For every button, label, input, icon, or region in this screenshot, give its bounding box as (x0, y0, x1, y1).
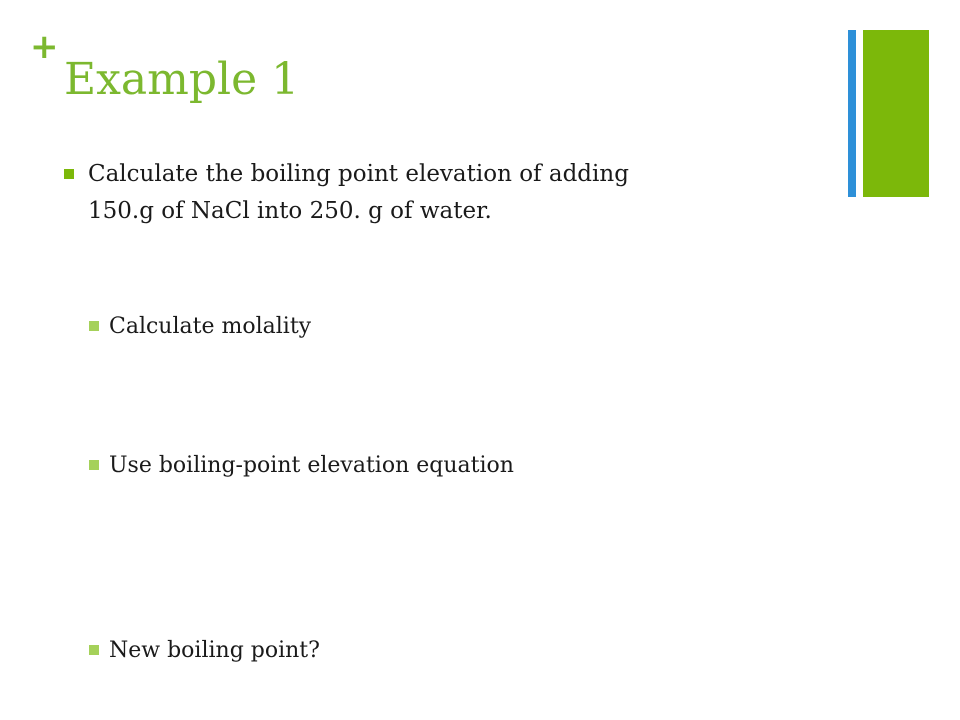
plus-icon: + (30, 27, 59, 67)
accent-bar-blue (848, 30, 856, 197)
sub-bullet-calculate-molality: Calculate molality (109, 314, 312, 339)
square-bullet-icon (89, 460, 99, 470)
sub-bullet-new-boiling-point: New boiling point? (109, 638, 320, 663)
square-bullet-icon (89, 645, 99, 655)
square-bullet-icon (89, 321, 99, 331)
sub-bullet-equation: Use boiling-point elevation equation (109, 453, 514, 478)
main-bullet-line-2: 150.g of NaCl into 250. g of water. (88, 198, 492, 224)
accent-bar-green (863, 30, 929, 197)
main-bullet-line-1: Calculate the boiling point elevation of adding (88, 161, 629, 187)
square-bullet-icon (64, 169, 74, 179)
slide-title: Example 1 (64, 54, 300, 105)
